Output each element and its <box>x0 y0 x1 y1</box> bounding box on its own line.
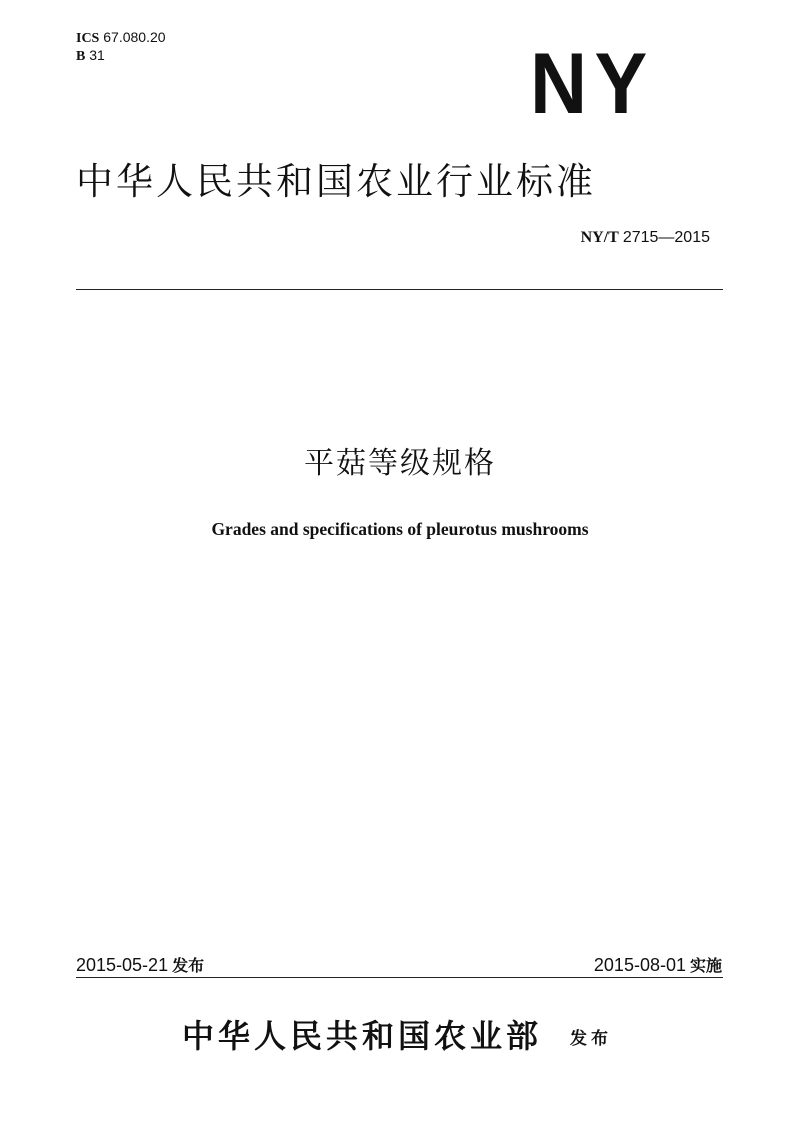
ics-label: ICS <box>76 31 100 46</box>
issue-date <box>76 952 204 979</box>
standard-number <box>581 228 710 248</box>
document-title-english: Grades and specifications of pleurotus mushrooms <box>211 519 589 539</box>
effective-date <box>594 952 722 979</box>
ccs-code: 31 <box>89 47 105 63</box>
ics-classification <box>76 28 166 48</box>
document-title-chinese: 平菇等级规格 <box>304 446 496 481</box>
effective-date-label: 实施 <box>689 956 722 975</box>
ccs-classification <box>76 46 105 66</box>
ccs-label: B <box>76 49 86 64</box>
issuing-authority: 中华人民共和国农业部 <box>182 1017 543 1055</box>
effective-date-value: 2015-08-01 <box>593 955 686 975</box>
standard-number-prefix: NY/T <box>580 229 619 246</box>
header-divider <box>76 289 723 290</box>
footer-divider <box>76 977 723 978</box>
ics-code: 67.080.20 <box>103 29 166 45</box>
standard-category-title: 中华人民共和国农业行业标准 <box>76 160 596 203</box>
issue-date-value: 2015-05-21 <box>76 955 169 975</box>
ny-logo: NY <box>530 36 655 132</box>
issue-date-label: 发布 <box>172 956 205 975</box>
issuing-authority-suffix: 发布 <box>570 1029 612 1049</box>
standard-number-value: 2715—2015 <box>622 229 710 246</box>
